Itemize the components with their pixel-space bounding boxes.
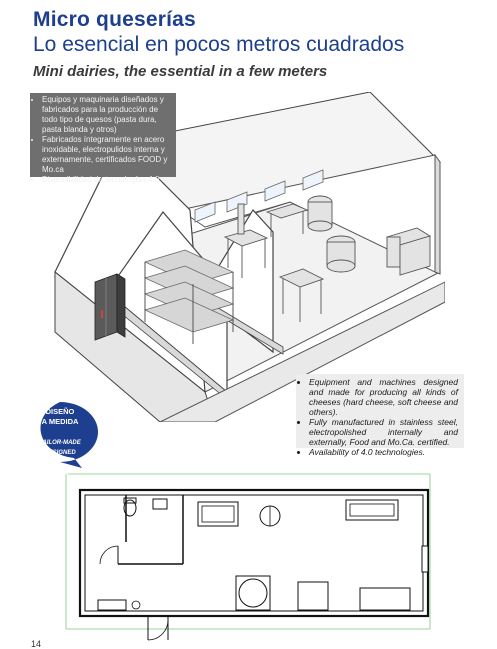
page-subtitle: Lo esencial en pocos metros cuadrados bbox=[33, 33, 405, 56]
feature-en-item: • Availability of 4.0 technologies. bbox=[309, 447, 458, 457]
tailor-made-badge bbox=[20, 400, 100, 468]
feature-en-item: • Fully manufactured in stainless steel, electropolished internally and externally, Food and Mo.Ca. certified. bbox=[309, 417, 458, 447]
feature-es-item: • Equipos y maquinaria diseñados y fabricados para la producción de todo tipo de quesos (pasta dura, pasta blanda y otros) bbox=[42, 95, 172, 135]
badge-line-3: TAILOR-MADE bbox=[39, 440, 81, 446]
features-english-box bbox=[296, 374, 464, 457]
floor-plan-drawing bbox=[58, 464, 438, 642]
page-subtitle-english: Mini dairies, the essential in a few meters bbox=[33, 63, 328, 80]
badge-line-4: DESIGNED bbox=[44, 450, 76, 456]
feature-en-item: • Equipment and machines designed and made for producing all kinds of cheeses (hard cheese, soft cheese and others). bbox=[309, 377, 458, 417]
features-spanish-list bbox=[33, 95, 172, 185]
feature-es-item: • Fabricados íntegramente en acero inoxidable, electropulidos interna y externamente, certificados FOOD y Mo.ca bbox=[42, 135, 172, 175]
feature-es-item: • Disponibilidad de tecnologías 4.0. bbox=[42, 175, 172, 185]
features-english-list bbox=[300, 377, 458, 457]
badge-line-2: A MEDIDA bbox=[41, 417, 79, 426]
page-title: Micro queserías bbox=[33, 8, 196, 31]
page-number: 14 bbox=[31, 639, 42, 649]
features-spanish-box bbox=[30, 93, 176, 184]
badge-line-1: DISEÑO bbox=[45, 407, 75, 416]
